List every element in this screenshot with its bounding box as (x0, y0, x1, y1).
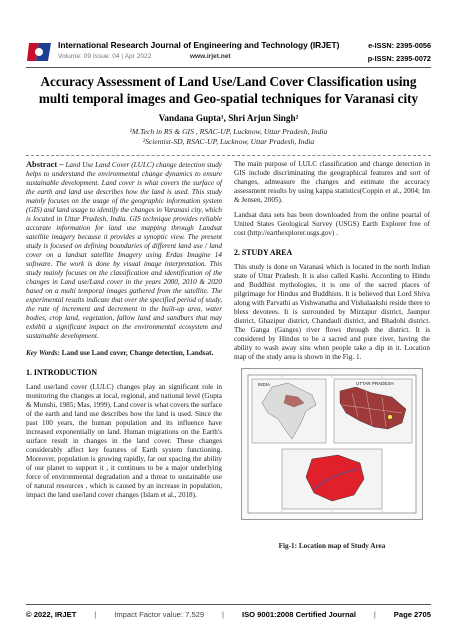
abstract-heading: Abstract – (26, 160, 64, 169)
up-map-label: UTTAR PRADESH (356, 381, 394, 386)
eissn: e-ISSN: 2395-0056 (368, 41, 431, 50)
affiliation-2: ²Scientist-SD, RSAC-UP, Lucknow, Uttar Pradesh, India (142, 137, 315, 146)
header-rule (26, 67, 431, 68)
pissn: p-ISSN: 2395-0072 (367, 54, 431, 63)
india-map-label: INDIA (258, 382, 271, 387)
section-divider (26, 155, 431, 156)
irjet-logo (26, 40, 52, 64)
footer-page: Page 2705 (393, 610, 431, 619)
footer-impact-factor: Impact Factor value: 7.529 (114, 610, 205, 619)
journal-footer: © 2022, IRJET | Impact Factor value: 7.529 | ISO 9001:2008 Certified Journal | Page 2705 (26, 610, 431, 619)
keywords (26, 349, 222, 358)
journal-name: International Research Journal of Engineering and Technology (IRJET) (58, 40, 340, 50)
varanasi-marker (388, 415, 393, 420)
intro-paragraph-2: The main purpose of LULC classification and change detection in GIS include discriminating the geographical features and sort of changes, admeasure the changes and estimate the accuracy assessment results by using kappa statistics(Coppin et al., 2004; Im & Jensen, 2005). (234, 160, 430, 204)
abstract-body: Land Use Land Cover (LULC) change detection study helps to understand the environmental change dynamics to ensure sustainable development. Land cover is what covers the surface of the earth and land use describes how the land is used. This study mainly focuses on the usage of the geographic information system (GIS) and land usage to identify the changes in Varanasi city, which is located in Uttar Pradesh, India. GIS technique provides reliable accurate information for land use mapping through Landsat satellite imagery because it provides a synoptic view. The present study is focused on defining boundaries of different land use / land cover on a landsat satellite Imagery using Erdas Imagine 14 software. The work is done by visual image interpretation. This study mainly focuses on the classification and identification of the changes in Land use/Land cover in the years 2000, 2010 & 2020 based on a multi temporal images gathered from the satellite. The experimental results indicate that over the specified period of study, the rate of increment and decrement in the built-up area, water bodies, crop land, vegetation, fallow land and sandbars that may exhibit a significant impact on the environmental ecosystem and sustainable development. (26, 161, 222, 340)
abstract (26, 160, 222, 341)
location-map (242, 369, 422, 519)
section-heading-study-area: 2. STUDY AREA (234, 248, 293, 257)
affiliation-1: ¹M.Tech in RS & GIS , RSAC-UP, Lucknow, Uttar Pradesh, India (129, 127, 328, 136)
section-heading-introduction: 1. INTRODUCTION (26, 368, 98, 377)
paper-authors: Vandana Gupta¹, Shri Arjun Singh² (158, 113, 299, 123)
keywords-label: Key Words (26, 349, 58, 357)
intro-paragraph-3: Landsat data sets has been downloaded from the online poartal of United States Geological Survey (USGS) Earth Explorer free of cost (http://earthexplorer.usgs.gov) . (234, 211, 430, 237)
keywords-text: : Land use Land cover, Change detection, Landsat. (57, 349, 214, 357)
journal-header (26, 40, 431, 66)
journal-website: www.irjet.net (189, 53, 231, 60)
footer-iso: ISO 9001:2008 Certified Journal (241, 610, 356, 619)
footer-rule (26, 604, 431, 605)
footer-copyright: © 2022, IRJET (26, 610, 77, 619)
right-column (234, 160, 430, 551)
intro-paragraph-1: Land use/land cover (LULC) changes play an significant role in monitoring the changes at local, regional, and national level (Gupta & Munshi, 1985; Mas, 1999). Land cover is what covers the surface of the earth and land use describes how the land is used. Since the past 100 years, the human population and its influence have increased exponentially on land. Human migrations on the Earth's surface result in changes in the land cover. These changes considerably affect key features of Earth system functioning. Moreover, population is growing rapidly, far out spacing the ability of our planet to support it , it continues to be a major underlying force of environmental degradation and a threat to sustainable use of natural resources , which is caused by an increase in population, impact the land use/land cover changes (Islam et al., 2018). (26, 383, 223, 499)
paper-title: Accuracy Assessment of Land Use/Land Cover Classification using multi temporal images and Geo-spatial techniques for Varanasi city (38, 74, 419, 106)
study-area-paragraph: This study is done on Varanasi which is located in the north Indian state of Uttar Pradesh. It is also called Kashi. According to Hindu and Buddhist mythologies, it is one of the sacred places of pilgrimage for Hindus and Buddhists. It is believed that Lord Shiva along with Parvathi as Vishwanatha and Vishalaakshi reside there to bless devotees. It is surrounded by Mirzapur district, Jaunpur district, Ghazipur district, Chandauli district, and Bhadohi district. The Ganga (Ganges) river flows through the district. It is considered by Hindus to be a sacred and pure river, having the ability to wash away sins when people take a dip in it. Location map of the study area is shown in the Fig. 1. (234, 263, 430, 361)
figure-caption: Fig-1: Location map of Study Area (278, 542, 386, 550)
volume-line: Volume: 09 Issue: 04 | Apr 2022 www.irjet.net (58, 53, 231, 60)
location-map-figure (241, 368, 423, 520)
left-column (26, 160, 222, 506)
